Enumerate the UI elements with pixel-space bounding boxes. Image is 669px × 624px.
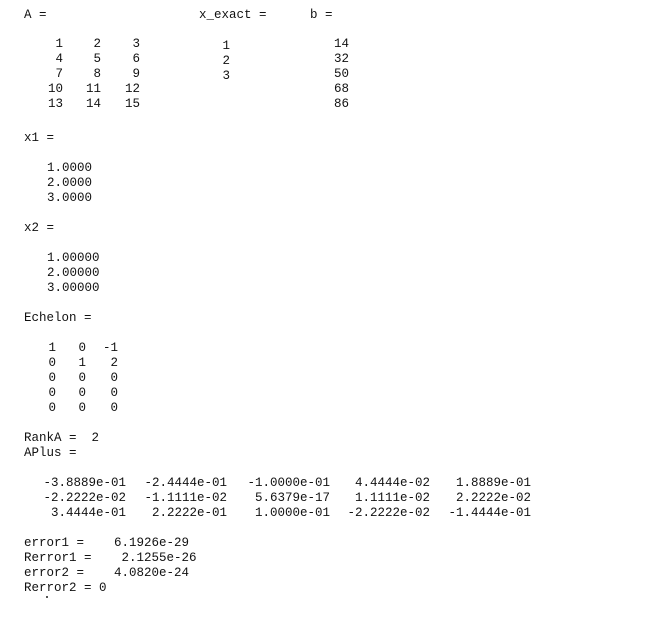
vector-cell: 3.0000 bbox=[47, 191, 93, 205]
matrix-cell: -1.0000e-01 bbox=[247, 476, 330, 490]
matrix-a-label: A = bbox=[24, 8, 47, 22]
vector-cell: 3 bbox=[222, 69, 230, 83]
matrix-cell: 13 bbox=[47, 97, 63, 111]
matrix-cell: 0 bbox=[48, 356, 56, 370]
vector-cell: 2.0000 bbox=[47, 176, 93, 190]
matrix-cell: 5 bbox=[93, 52, 101, 66]
matrix-cell: 0 bbox=[78, 386, 86, 400]
vector-cell: 1 bbox=[222, 39, 230, 53]
matrix-cell: 8 bbox=[93, 67, 101, 81]
matrix-cell: 4 bbox=[55, 52, 63, 66]
matrix-cell: 1 bbox=[78, 356, 86, 370]
matrix-cell: 0 bbox=[78, 371, 86, 385]
vector-cell: 3.00000 bbox=[47, 281, 100, 295]
matrix-cell: 0 bbox=[78, 341, 86, 355]
matrix-cell: 0 bbox=[48, 371, 56, 385]
matrix-cell: 3.4444e-01 bbox=[50, 506, 126, 520]
matrix-cell: -2.2222e-02 bbox=[347, 506, 430, 520]
matrix-cell: 12 bbox=[124, 82, 140, 96]
matrix-cell: 0 bbox=[48, 401, 56, 415]
matrix-cell: 9 bbox=[132, 67, 140, 81]
aplus-label: APlus = bbox=[24, 446, 77, 460]
x-exact-label: x_exact = bbox=[199, 8, 267, 22]
matrix-cell: -2.2222e-02 bbox=[43, 491, 126, 505]
matrix-cell: -1.1111e-02 bbox=[144, 491, 227, 505]
matrix-cell: 1 bbox=[55, 37, 63, 51]
matrix-cell: 2 bbox=[110, 356, 118, 370]
matrix-cell: 1.8889e-01 bbox=[455, 476, 531, 490]
vector-cell: 2 bbox=[222, 54, 230, 68]
matrix-cell: 1 bbox=[48, 341, 56, 355]
matrix-cell: 1.1111e-02 bbox=[354, 491, 430, 505]
matrix-cell: 7 bbox=[55, 67, 63, 81]
echelon-label: Echelon = bbox=[24, 311, 92, 325]
vector-cell: 2.00000 bbox=[47, 266, 100, 280]
vector-cell: 32 bbox=[333, 52, 349, 66]
vector-cell: 1.00000 bbox=[47, 251, 100, 265]
x1-label: x1 = bbox=[24, 131, 55, 145]
matrix-cell: 2.2222e-01 bbox=[151, 506, 227, 520]
matrix-cell: 5.6379e-17 bbox=[254, 491, 330, 505]
matrix-cell: 11 bbox=[85, 82, 101, 96]
matrix-cell: 0 bbox=[78, 401, 86, 415]
rerror2-output: Rerror2 = 0 bbox=[24, 581, 107, 595]
error1-output: error1 = 6.1926e-29 bbox=[24, 536, 190, 550]
vector-cell: 50 bbox=[333, 67, 349, 81]
rerror1-output: Rerror1 = 2.1255e-26 bbox=[24, 551, 197, 565]
matrix-cell: 2 bbox=[93, 37, 101, 51]
x2-label: x2 = bbox=[24, 221, 55, 235]
matrix-cell: -1.4444e-01 bbox=[448, 506, 531, 520]
matrix-cell: -3.8889e-01 bbox=[43, 476, 126, 490]
matrix-cell: 0 bbox=[110, 386, 118, 400]
matrix-cell: 0 bbox=[110, 371, 118, 385]
matrix-cell: 4.4444e-02 bbox=[354, 476, 430, 490]
text-cursor bbox=[46, 596, 48, 598]
matrix-cell: 2.2222e-02 bbox=[455, 491, 531, 505]
matrix-cell: 15 bbox=[124, 97, 140, 111]
b-label: b = bbox=[310, 8, 333, 22]
vector-cell: 68 bbox=[333, 82, 349, 96]
matrix-cell: 0 bbox=[48, 386, 56, 400]
matrix-cell: 0 bbox=[110, 401, 118, 415]
vector-cell: 1.0000 bbox=[47, 161, 93, 175]
vector-cell: 86 bbox=[333, 97, 349, 111]
matrix-cell: 3 bbox=[132, 37, 140, 51]
matrix-cell: 14 bbox=[85, 97, 101, 111]
matrix-cell: 10 bbox=[47, 82, 63, 96]
error2-output: error2 = 4.0820e-24 bbox=[24, 566, 190, 580]
matrix-cell: -1 bbox=[102, 341, 118, 355]
matrix-cell: 6 bbox=[132, 52, 140, 66]
matrix-cell: 1.0000e-01 bbox=[254, 506, 330, 520]
vector-cell: 14 bbox=[333, 37, 349, 51]
rank-a-output: RankA = 2 bbox=[24, 431, 100, 445]
matrix-cell: -2.4444e-01 bbox=[144, 476, 227, 490]
